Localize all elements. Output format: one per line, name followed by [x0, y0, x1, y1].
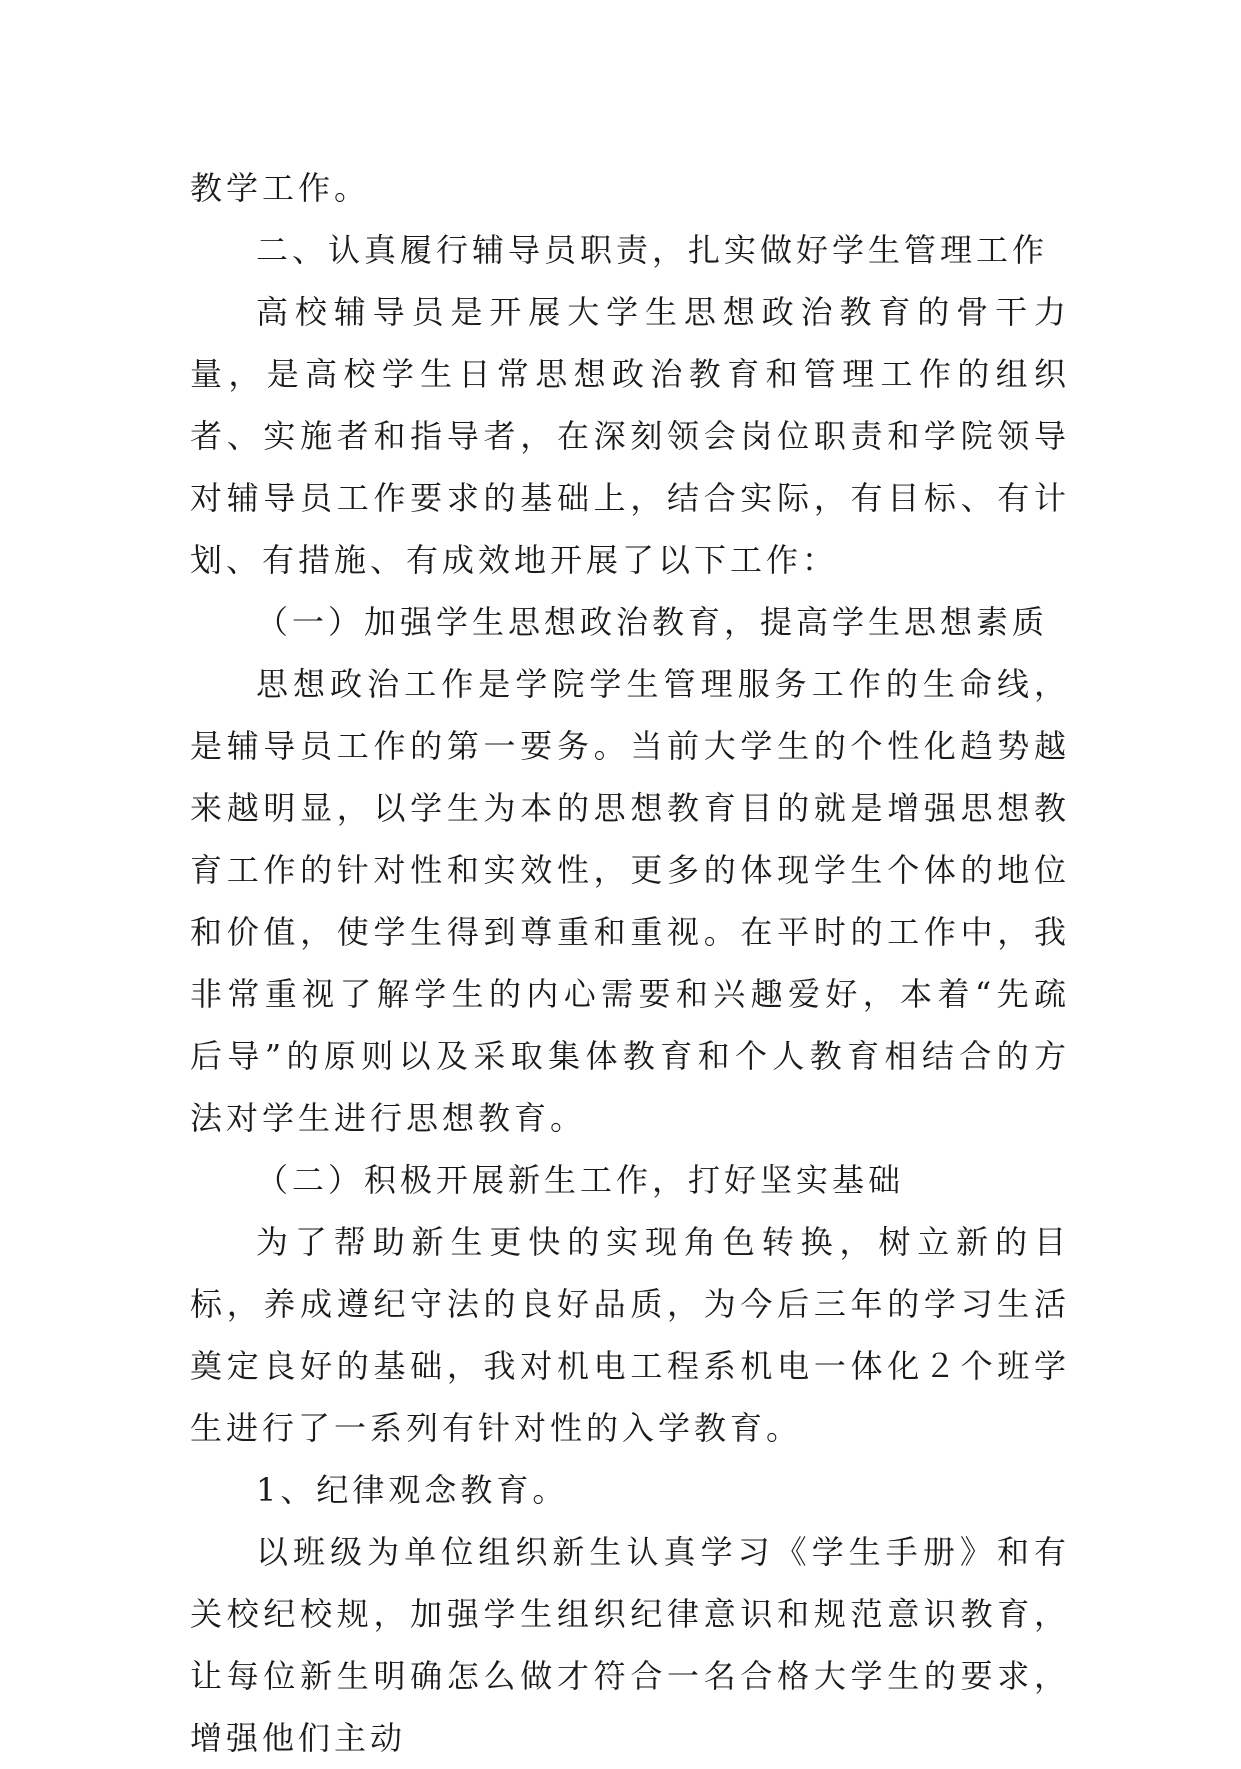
- paragraph-ideological-work: 思想政治工作是学院学生管理服务工作的生命线，是辅导员工作的第一要务。当前大学生的个性化趋势越来越明显，以学生为本的思想教育目的就是增强思想教育工作的针对性和实效性，更多的体现学生个体的地位和价值，使学生得到尊重和重视。在平时的工作中，我非常重视了解学生的内心需要和兴趣爱好，本着“先疏后导”的原则以及采取集体教育和个人教育相结合的方法对学生进行思想教育。: [190, 665, 1070, 1137]
- paragraph-continuation: 教学工作。: [190, 169, 371, 207]
- item-heading-1: 1、纪律观念教育。: [256, 1471, 569, 1509]
- subsection-heading-1: （一）加强学生思想政治教育，提高学生思想素质: [256, 603, 1049, 641]
- paragraph-counselor-role: 高校辅导员是开展大学生思想政治教育的骨干力量，是高校学生日常思想政治教育和管理工作的组织者、实施者和指导者，在深刻领会岗位职责和学院领导对辅导员工作要求的基础上，结合实际，有目标、有计划、有措施、有成效地开展了以下工作：: [190, 293, 1070, 579]
- paragraph-freshman-work: 为了帮助新生更快的实现角色转换，树立新的目标，养成遵纪守法的良好品质，为今后三年的学习生活奠定良好的基础，我对机电工程系机电一体化２个班学生进行了一系列有针对性的入学教育。: [190, 1223, 1070, 1447]
- subsection-heading-2: （二）积极开展新生工作，打好坚实基础: [256, 1161, 905, 1199]
- paragraph-discipline: 以班级为单位组织新生认真学习《学生手册》和有关校纪校规，加强学生组织纪律意识和规范意识教育，让每位新生明确怎么做才符合一名合格大学生的要求，增强他们主动: [190, 1533, 1070, 1757]
- section-heading-2: 二、认真履行辅导员职责，扎实做好学生管理工作: [256, 231, 1049, 269]
- document-body: [190, 157, 1070, 1769]
